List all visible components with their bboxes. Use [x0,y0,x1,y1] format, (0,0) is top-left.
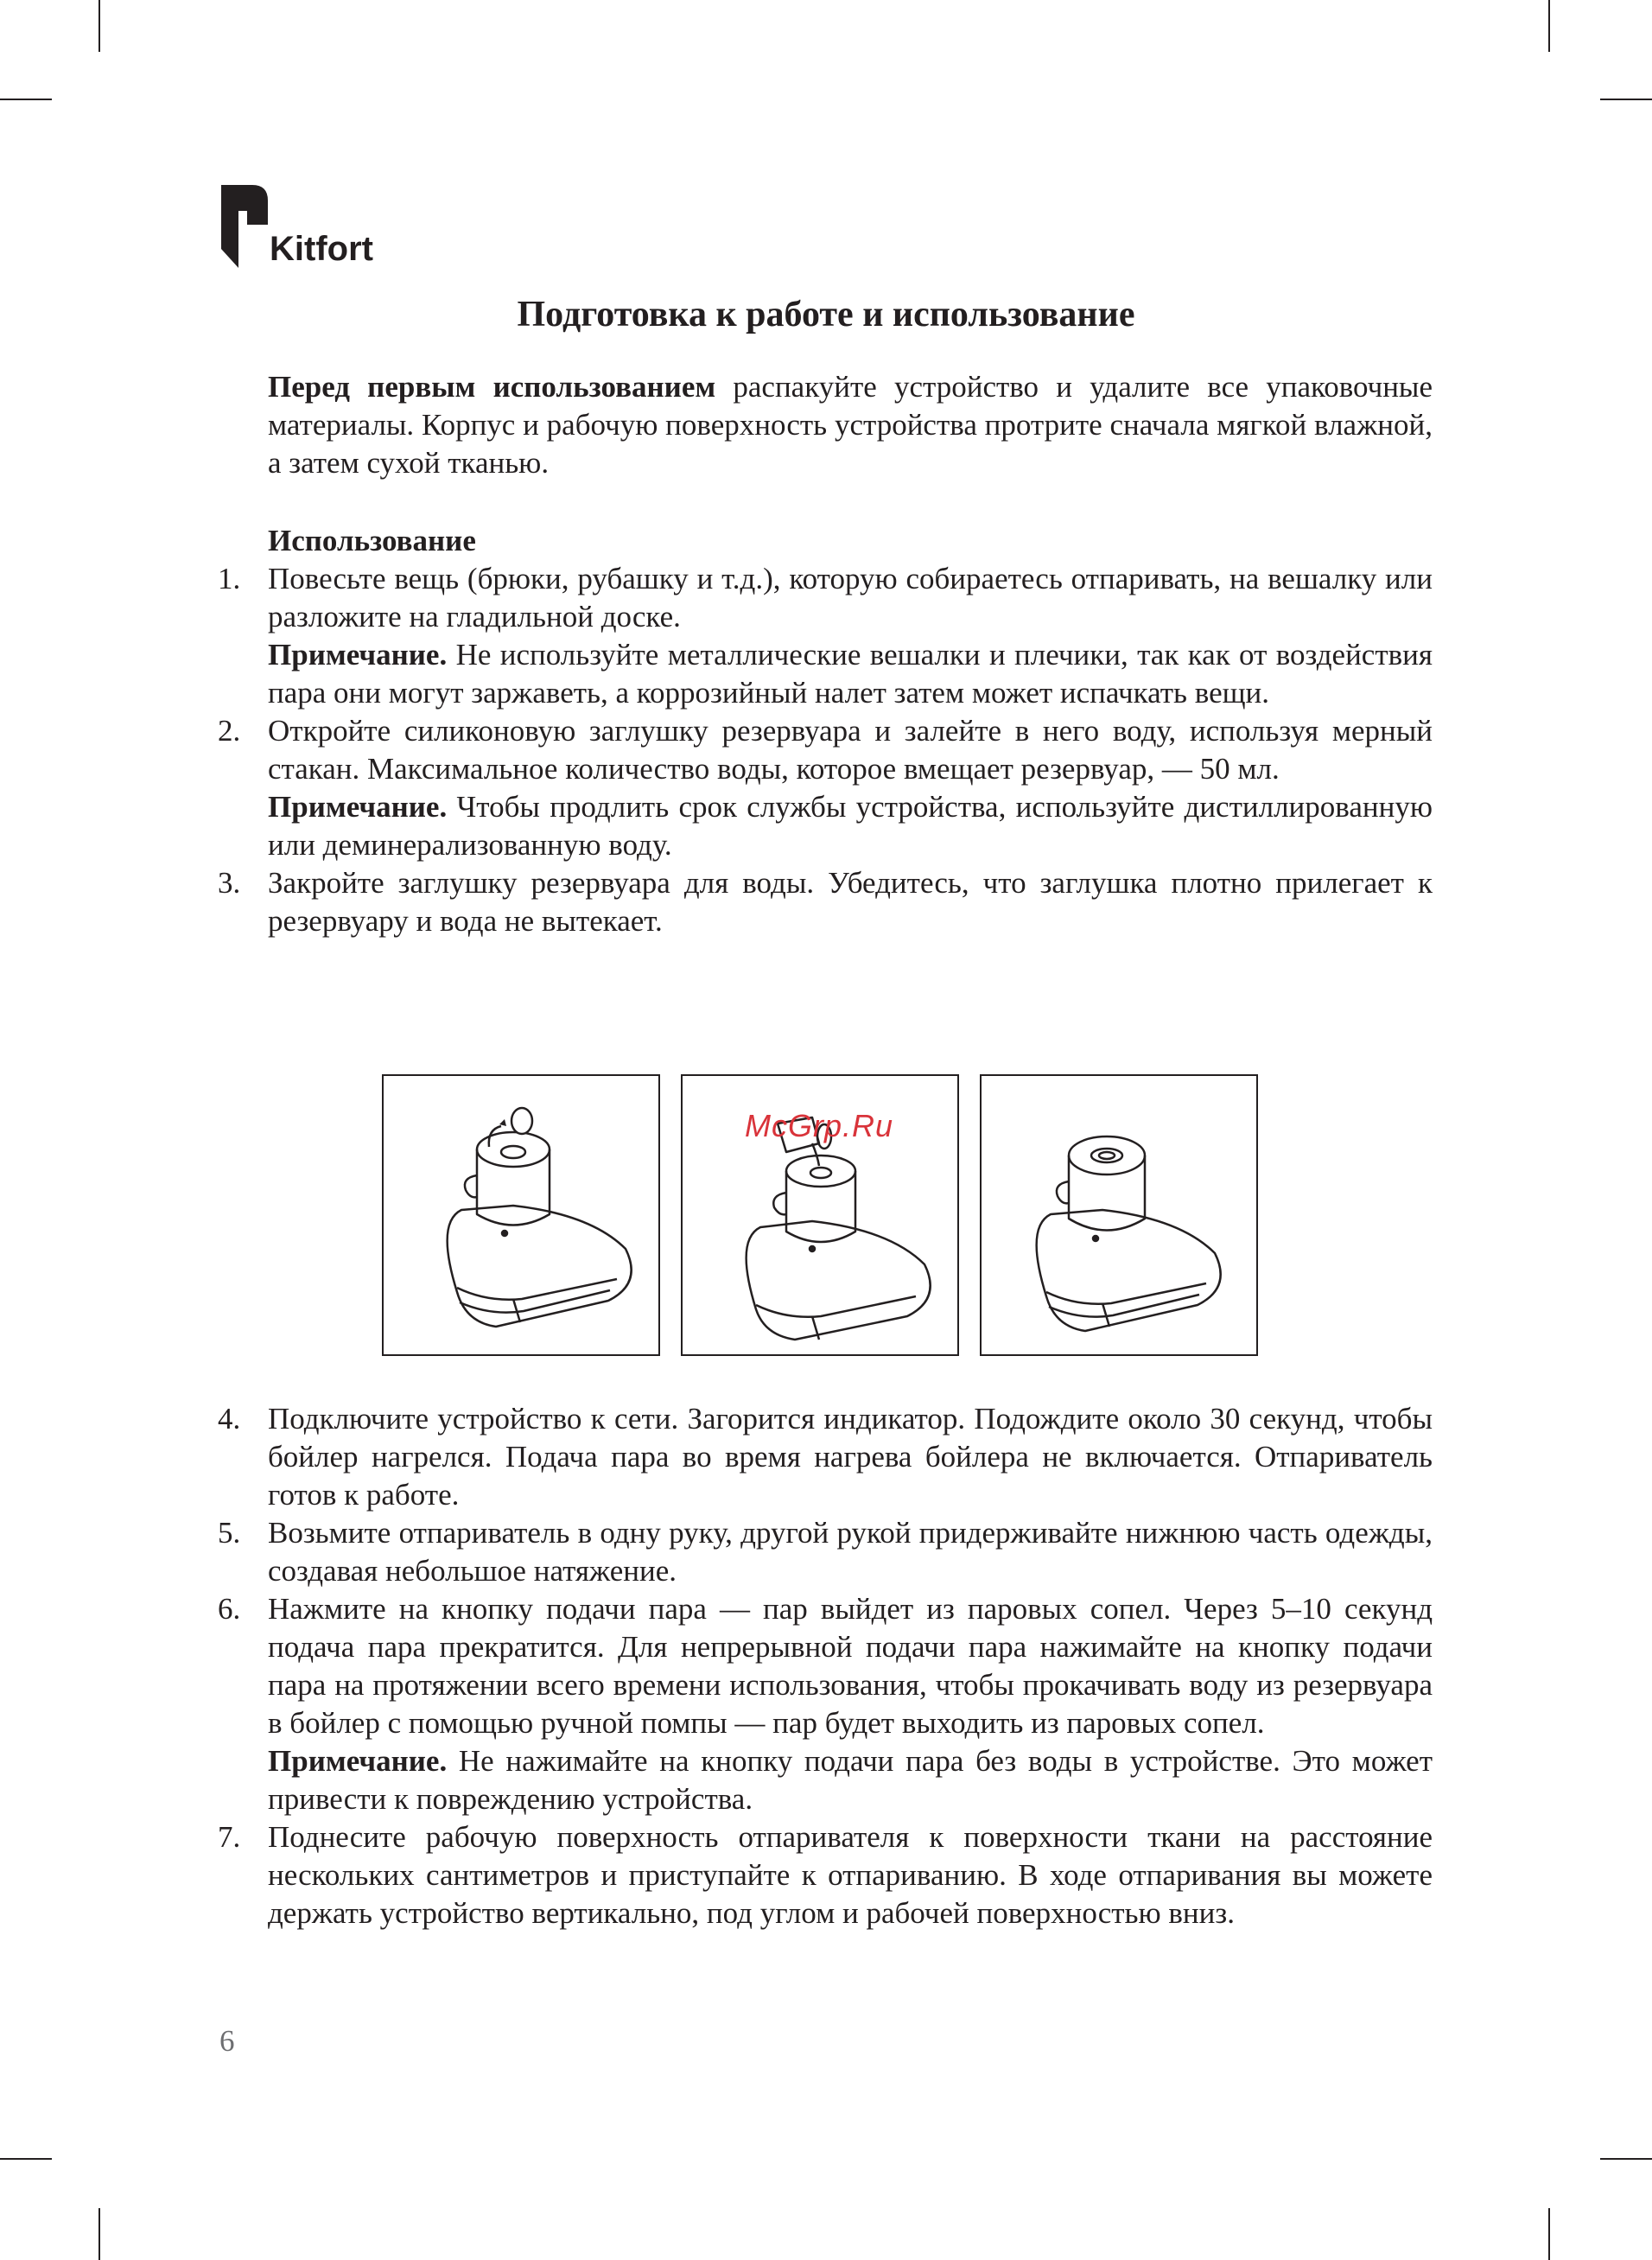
step-number: 5. [218,1516,241,1550]
figure-open-plug [382,1074,660,1356]
brand-name: Kitfort [270,230,373,268]
step-text: Возьмите отпариватель в одну руку, другой рукой придерживайте нижнюю часть одежды, создавая небольшое натяжение. [268,1516,1433,1588]
usage-heading: Использование [268,524,476,557]
step-number: 6. [218,1592,241,1626]
list-item [218,864,1433,940]
step-text: Нажмите на кнопку подачи пара — пар выйдет из паровых сопел. Через 5–10 секунд подача пара прекратится. Для непрерывной подачи пара нажимайте на кнопку подачи пара на протяжении всего времени использования, чтобы прокачивать воду из резервуара в бойлер с помощью ручной помпы — пар будет выходить из паровых сопел. [268,1592,1433,1740]
steamer-open-plug-illustration [384,1076,658,1354]
step-note [268,1742,1433,1818]
step-text: Подключите устройство к сети. Загорится индикатор. Подождите около 30 секунд, чтобы бойлер нагрелся. Подача пара во время нагрева бойлера не включается. Отпариватель готов к работе. [268,1402,1433,1512]
steamer-closed-plug-illustration [982,1076,1256,1354]
note-text: Не используйте металлические вешалки и плечики, так как от воздействия пара они могут заржаветь, а коррозийный налет затем может испачкать вещи. [268,638,1433,710]
watermark: McGrp.Ru [745,1108,894,1143]
page-title: Подготовка к работе и использование [517,295,1135,334]
step-number: 3. [218,866,241,900]
crop-mark [0,99,52,100]
step-text: Повесьте вещь (брюки, рубашку и т.д.), которую собираетесь отпаривать, на вешалку или разложите на гладильной доске. [268,562,1433,633]
note-label: Примечание. [268,790,448,824]
step-number: 1. [218,562,241,595]
intro-paragraph [268,368,1433,482]
figure-closed-plug [980,1074,1258,1356]
intro-text: распакуйте устройство и удалите все упаковочные материалы. Корпус и рабочую поверхность устройства протрите сначала мягкой влажной, а затем сухой тканью. [268,370,1433,480]
step-text: Поднесите рабочую поверхность отпаривателя к поверхности ткани на расстояние нескольких сантиметров и приступайте к отпариванию. В ходе отпаривания вы можете держать устройство вертикально, под углом и рабочей поверхностью вниз. [268,1820,1433,1930]
crop-mark [0,2158,52,2160]
crop-mark [1600,2158,1652,2160]
list-item [218,1818,1433,1932]
step-number: 7. [218,1820,241,1854]
list-item [218,1514,1433,1590]
list-item [218,712,1433,864]
crop-mark [1548,2208,1550,2260]
brand-logo [218,185,391,271]
note-label: Примечание. [268,638,448,672]
crop-mark [1600,99,1652,100]
crop-mark [98,0,100,52]
list-item [218,1590,1433,1818]
page-number: 6 [219,2024,235,2058]
step-number: 2. [218,714,241,748]
note-text: Чтобы продлить срок службы устройства, используйте дистиллированную или деминерализованную воду. [268,790,1433,862]
steps-list-1 [218,560,1433,940]
step-note [268,636,1433,712]
list-item [218,560,1433,712]
step-text: Закройте заглушку резервуара для воды. Убедитесь, что заглушка плотно прилегает к резервуару и вода не вытекает. [268,866,1433,938]
crop-mark [1548,0,1550,52]
kitfort-mark-icon [218,185,270,268]
crop-mark [98,2208,100,2260]
step-text: Откройте силиконовую заглушку резервуара и залейте в него воду, используя мерный стакан. Максимальное количество воды, которое вмещает резервуар, — 50 мл. [268,714,1433,786]
intro-bold: Перед первым использованием [268,370,716,404]
step-note [268,788,1433,864]
step-number: 4. [218,1402,241,1436]
note-label: Примечание. [268,1744,448,1778]
list-item [218,1400,1433,1514]
note-text: Не нажимайте на кнопку подачи пара без воды в устройстве. Это может привести к повреждению устройства. [268,1744,1433,1816]
steps-list-2 [218,1400,1433,1932]
